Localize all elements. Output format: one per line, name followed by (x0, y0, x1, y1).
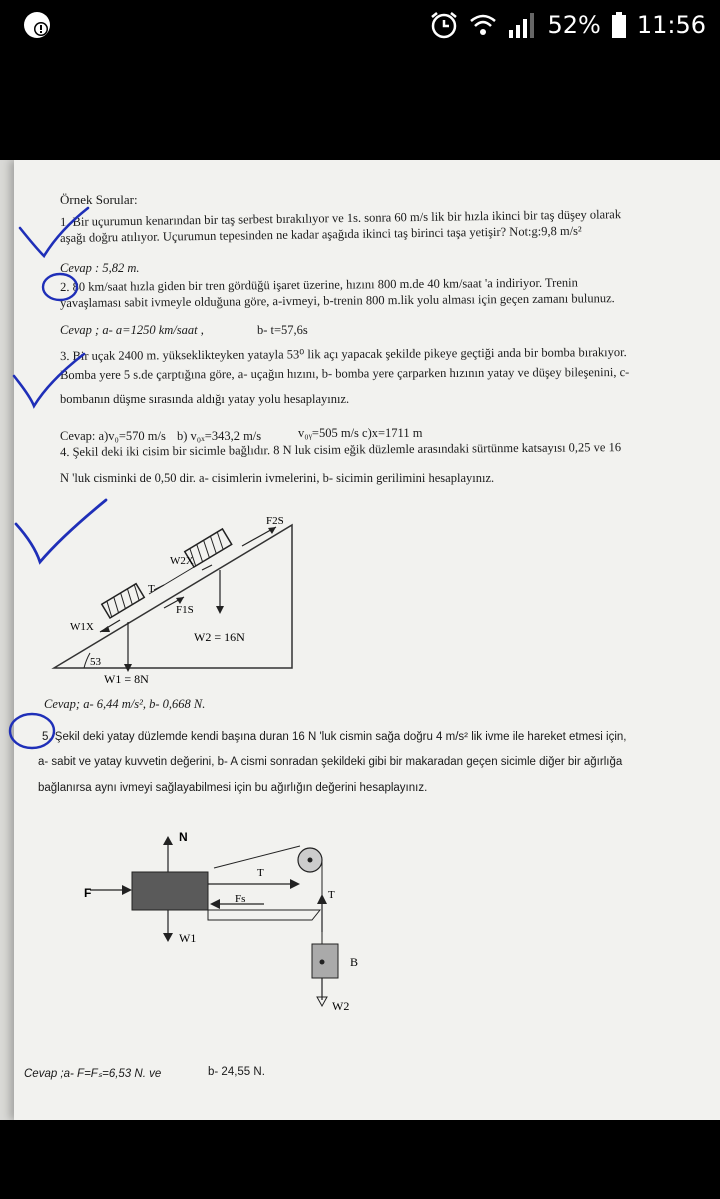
inclined-plane-figure (14, 510, 720, 685)
string (149, 567, 194, 594)
question-5-line-1: 5. Şekil deki yatay düzlemde kendi başına duran 16 N 'luk cismin sağa doğru 4 m/s² lik ivme ile hareket etmesi için, (42, 731, 627, 743)
battery-percent: 52% (547, 11, 601, 39)
question-3-line-1: 3. Bir uçak 2400 m. yükseklikteyken yatayla 53⁰ lik açı yapacak şekilde pikeye geçtiği anda bir bomba bırakıyor. (60, 345, 627, 363)
bottom-black-area (0, 1120, 720, 1199)
label-w1: W1 (179, 931, 197, 945)
question-1-line-2: aşağı doğru atılıyor. Uçurumun tepesinden ne kadar aşağıda ikinci taş birinci taşa yetişir? Not:g:9,8 m/s² (60, 223, 582, 245)
question-2-answer-b: b- t=57,6s (257, 323, 308, 337)
question-3-line-2: Bomba yere 5 s.de çarptığına göre, a- uçağın hızını, b- bomba yere çarparken hızının yatay ve düşey bileşenini, c- (60, 365, 630, 382)
document-photo (0, 160, 720, 1120)
label-w1x: W1X (70, 621, 94, 633)
paper-sheet (14, 160, 720, 1120)
label-b: B (350, 955, 359, 969)
app-notification-icon (22, 10, 52, 40)
question-3-line-3: bombanın düşme sırasında aldığı yatay yolu hesaplayınız. (60, 392, 350, 406)
question-2-line-2: yavaşlaması sabit ivmeyle olduğuna göre, a-ivmeyi, b-trenin 800 m.lik yolu alması için geçen zamanı bulunuz. (60, 291, 615, 310)
label-f2s: F2S (266, 515, 284, 527)
signal-icon (507, 12, 537, 38)
question-5-line-2: a- sabit ve yatay kuvvetin değerini, b- A cismi sonradan şekildeki gibi bir makaradan geçen sicimle diğer bir ağırlığa (38, 756, 623, 768)
question-5-line-3: bağlanırsa aynı ivmeyi sağlayabilmesi için bu ağırlığın değerini hesaplayınız. (38, 782, 428, 794)
string-upper (214, 846, 300, 868)
label-t2: T (328, 889, 335, 901)
question-3-answer-c: v₀ᵧ=505 m/s c)x=1711 m (298, 426, 423, 440)
question-1-answer: Cevap : 5,82 m. (60, 261, 140, 275)
label-w1: W1 = 8N (104, 672, 149, 685)
table-surface (208, 910, 320, 920)
clock: 11:56 (636, 11, 706, 39)
question-4-line-2: N 'luk cisminki de 0,50 dir. a- cisimlerin ivmelerini, b- sicimin gerilimini hesaplayınız. (60, 471, 495, 485)
label-t: T (148, 583, 155, 595)
n-arrow (163, 836, 173, 845)
block-b (312, 944, 338, 978)
question-5-answer-b: b- 24,55 N. (208, 1066, 265, 1078)
question-1-line-1: 1. Bir uçurumun kenarından bir taş serbest bırakılıyor ve 1s. sonra 60 m/s lik bir hızla ikinci bir taş düşey olarak (60, 207, 622, 229)
label-t1: T (257, 867, 264, 879)
question-4-answer: Cevap; a- 6,44 m/s², b- 0,668 N. (44, 697, 206, 711)
status-bar (0, 0, 720, 50)
label-w2: W2 = 16N (194, 630, 245, 644)
battery-icon (611, 12, 627, 38)
question-4-line-1: 4. Şekil deki iki cisim bir sicimle bağlıdır. 8 N luk cisim eğik düzlemle arasındaki sürtünme katsayısı 0,25 ve 16 (60, 440, 622, 459)
w2x-arrow (202, 565, 212, 570)
question-5-answer-a: Cevap ;a- F=Fₛ=6,53 N. ve (24, 1068, 162, 1080)
label-w2: W2 (332, 999, 350, 1013)
block-1 (102, 584, 145, 618)
label-n: N (179, 830, 188, 844)
page-heading: Örnek Sorular: (60, 192, 138, 207)
question-3-answer-b: b) v₀ₓ=343,2 m/s (177, 429, 262, 443)
block-a (132, 872, 208, 910)
incline-triangle (54, 525, 292, 668)
wifi-icon (469, 13, 497, 37)
pulley-figure (14, 820, 720, 1020)
label-f1s: F1S (176, 604, 194, 616)
question-3-answer-a: Cevap: a)v₀=570 m/s (60, 429, 166, 443)
t-arrow (154, 585, 164, 590)
question-2-answer-a: Cevap ; a- a=1250 km/saat , (60, 323, 204, 337)
alarm-icon (429, 10, 459, 40)
label-fs: Fs (235, 893, 246, 905)
label-f: F (84, 886, 92, 900)
question-2-line-1: 2. 80 km/saat hızla giden bir tren gördüğü işaret üzerine, hızını 800 m.de 40 km/saat 'a indiriyor. Trenin (60, 275, 578, 294)
label-angle: 53 (90, 656, 101, 668)
label-w2x: W2X (170, 555, 194, 567)
